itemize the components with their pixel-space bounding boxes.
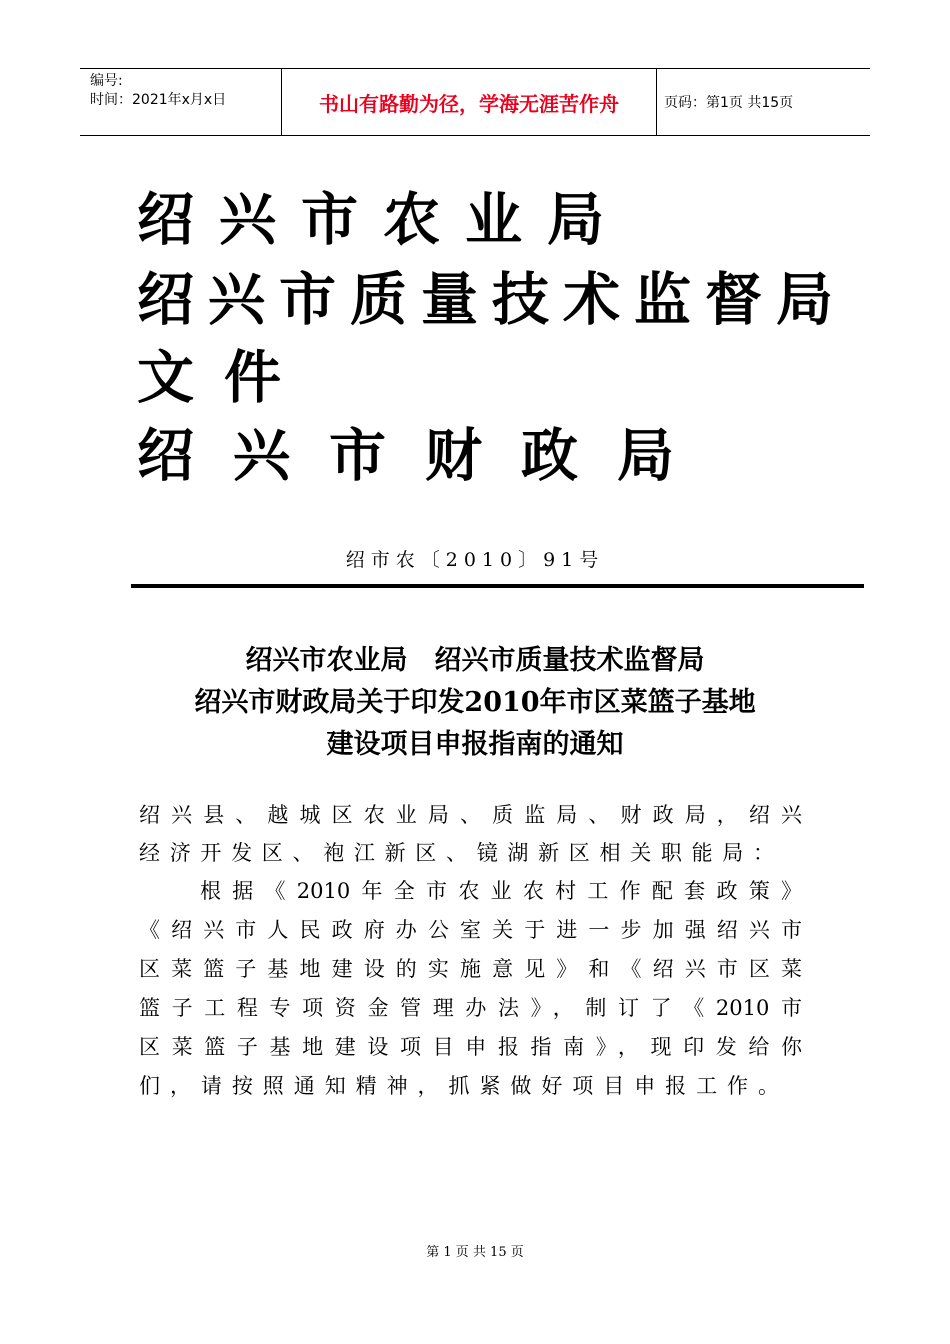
body-line: 《绍兴市人民政府办公室关于进一步加强绍兴市 [139,918,802,942]
notice-title [0,640,950,766]
letterhead-line-finance: 绍兴市财政局 [137,423,713,489]
letterhead-line-agriculture: 绍兴市农业局 [137,187,629,253]
number-label: 编号: [90,73,123,89]
header-top-border [80,68,870,69]
header-divider [656,68,657,135]
letterhead-line-quality: 绍兴市质量技术监督局 [137,267,847,333]
header-meta [90,72,226,110]
body-line: 区菜篮子基地建设的实施意见》和《绍兴市区菜 [139,957,802,981]
notice-title-line: 建设项目申报指南的通知 [326,729,624,760]
body-line: 经济开发区、袍江新区、镜湖新区相关职能局： [139,841,774,865]
letterhead-rule [131,584,864,588]
header-bottom-border [80,135,870,136]
body-line: 根据《2010年全市农业农村工作配套政策》 [200,879,802,903]
header-page-label: 页码：第1页 共15页 [664,95,794,111]
body-line: 篮子工程专项资金管理办法》，制订了《2010市 [139,996,802,1020]
notice-title-line: 绍兴市财政局关于印发2010年市区菜篮子基地 [194,687,756,718]
body-line: 绍兴县、越城区农业局、质监局、财政局，绍兴 [139,803,802,827]
letterhead-line-document: 文件 [137,345,311,411]
time-label: 时间：2021年x月x日 [90,92,227,108]
body-line: 们，请按照通知精神，抓紧做好项目申报工作。 [139,1074,779,1098]
header-motto: 书山有路勤为径，学海无涯苦作舟 [319,92,619,116]
document-number: 绍市农〔2010〕91号 [345,549,605,571]
body-line: 区菜篮子基地建设项目申报指南》，现印发给你 [139,1035,802,1059]
page-footer: 第 1 页 共 15 页 [426,1245,524,1260]
notice-title-line: 绍兴市农业局 绍兴市质量技术监督局 [245,645,705,676]
